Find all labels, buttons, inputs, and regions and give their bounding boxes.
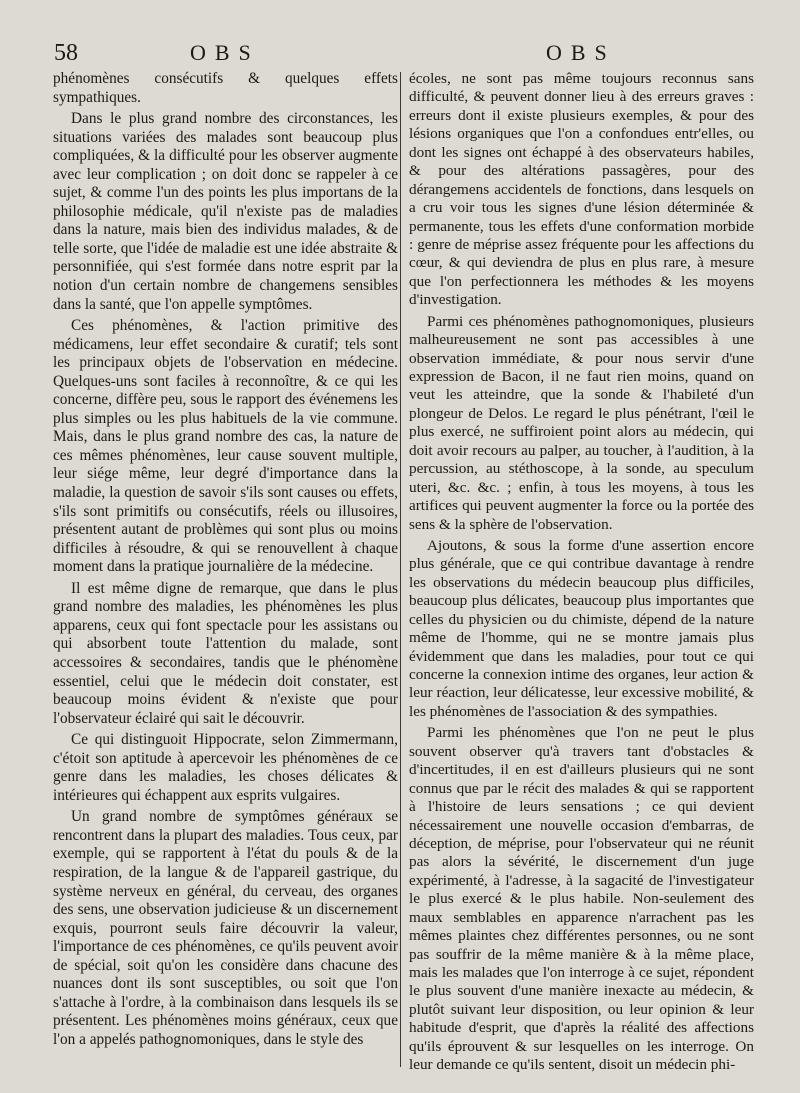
paragraph: Ce qui distinguoit Hippocrate, selon Zimmermann, c'étoit son aptitude à apercevoir les phénomènes de ce genre dans les maladies, les choses délicates & intérieures qui échappent aux esprits vulgaires. bbox=[53, 731, 398, 804]
left-column bbox=[53, 70, 398, 1049]
right-column bbox=[409, 70, 754, 1075]
paragraph: Parmi ces phénomènes pathognomoniques, plusieurs malheureusement ne sont pas accessibles à une observation immédiate, & pour nous servir d'une expression de Bacon, il ne faut rien moins, quand on veut les atteindre, que la sonde & l'habileté d'un plongeur de Delos. Le regard le plus pénétrant, l'œil le plus exercé, ne suffiroient point alors au médecin, qui doit avoir recours au palper, au toucher, à l'audition, à la percussion, au stéthoscope, à la sonde, au speculum uteri, &c. &c. ; enfin, à tous les moyens, à tous les artifices qui peuvent augmenter la force ou la portée des sens & la sphère de l'observation. bbox=[409, 312, 754, 533]
page-number: 58 bbox=[54, 40, 78, 66]
paragraph: Un grand nombre de symptômes généraux se rencontrent dans la plupart des maladies. Tous ceux, par exemple, qui se rapportent à l'état du pouls & de la respiration, de la langue & de l'appareil gastrique, du système nerveux en général, du cerveau, des organes des sens, une observation judicieuse & un discernement exquis, pourront seuls faire découvrir la valeur, l'importance de ces phénomènes, ce qu'ils peuvent avoir de spécial, soit qu'on les considère dans chacune des nuances dont ils sont susceptibles, ou soit que l'on s'attache à l'ordre, à la combinaison dans lesquels ils se présentent. Les phénomènes moins généraux, ceux que l'on a appelés pathognomoniques, dans le style des bbox=[53, 808, 398, 1048]
paragraph: Ajoutons, & sous la forme d'une assertion encore plus générale, que ce qui contribue davantage à rendre les observations du médecin beaucoup plus difficiles, beaucoup plus délicates, beaucoup plus importantes que celles du physicien ou du chimiste, dépend de la nature même de l'homme, qui ne se montre jamais plus évidemment que dans les maladies, pour tout ce qui concerne la connexion intime des organes, leur action & leur réaction, leur délicatesse, leur excessive mobilité, & les phénomènes de l'association & des sympathies. bbox=[409, 536, 754, 720]
paragraph: Parmi les phénomènes que l'on ne peut le plus souvent observer qu'à travers tant d'obstacles & d'incertitudes, il en est d'ailleurs plusieurs qui ne sont connus que par le récit des malades & qui se rapportent à l'histoire de leurs sensations ; ce qui devient nécessairement une nouvelle occasion d'embarras, de déception, de méprise, pour l'observateur qui ne réunit pas alors la sévérité, le discernement d'un juge expérimenté, à l'adresse, à la sagacité de l'investigateur le plus exercé & le plus habile. Non-seulement des maux semblables en apparence n'arrachent pas les mêmes plaintes chez différentes personnes, ou ne sont pas souffrir de la même manière & à la même place, mais les malades que l'on interroge à ce sujet, répondent le plus souvent d'une manière inexacte au médecin, & plutôt suivant leur disposition, ou leur opinion & leur habitude d'esprit, que d'après la réalité des affections qu'ils éprouvent & sur lesquelles on les interroge. On leur demande ce qu'ils sentent, disoit un médecin phi- bbox=[409, 724, 754, 1074]
paragraph: Dans le plus grand nombre des circonstances, les situations variées des malades sont beaucoup plus compliquées, & la difficulté pour les observer augmente avec leur complication ; on doit donc se rappeler à ce sujet, & comme l'un des points les plus importans de la philosophie médicale, qu'il n'existe pas de maladies dans la nature, mais bien des individus malades, & de telle sorte, que l'idée de maladie est une idée abstraite & personnifiée, qui s'est formée dans notre esprit par la notion d'un certain nombre de changemens sensibles dans la santé, que l'on appelle symptômes. bbox=[53, 110, 398, 313]
paragraph: phénomènes consécutifs & quelques effets sympathiques. bbox=[53, 70, 398, 106]
running-head-right: OBS bbox=[546, 40, 616, 65]
paragraph: Ces phénomènes, & l'action primitive des médicamens, leur effet secondaire & curatif; tels sont les principaux objets de l'observation en médecine. Quelques-uns sont faciles à reconnoître, & ce qui les concerne, diffère peu, sous le rapport des événemens les plus simples ou les plus habituels de la vie commune. Mais, dans le plus grand nombre des cas, la nature de ces mêmes phénomènes, leur cause souvent multiple, leur siége même, leur degré d'importance dans la maladie, la question de savoir s'ils sont causes ou effets, s'ils sont primitifs ou consécutifs, réels ou illusoires, présentent autant de problèmes qui sont plus ou moins difficiles à résoudre, & qui se renouvellent à chaque moment dans la pratique journalière de la médecine. bbox=[53, 317, 398, 576]
running-head-left: OBS bbox=[190, 40, 260, 65]
paragraph: Il est même digne de remarque, que dans le plus grand nombre des maladies, les phénomènes les plus apparens, ceux qui font spectacle pour les assistans ou qui absorbent toute l'attention du malade, sont accessoires & secondaires, tandis que le phénomène essentiel, celui que le médecin doit constater, est beaucoup moins évident & n'existe que pour l'observateur éclairé qui sait le découvrir. bbox=[53, 579, 398, 727]
paragraph: écoles, ne sont pas même toujours reconnus sans difficulté, & peuvent donner lieu à des erreurs graves : erreurs dont il existe plusieurs exemples, & pour des lésions organiques que l'on a confondues entr'elles, ou dont les signes ont échappé à des observateurs habiles, & pour des altérations passagères, pour des dérangemens accidentels de fonctions, dans lesquels on a cru voir tous les signes d'une lésion déterminée & permanente, tous les effets d'une conformation morbide : genre de méprise assez fréquente pour les affections du cœur, & qui deviendra de plus en plus rare, à mesure que l'on perfectionnera les méthodes & les moyens d'investigation. bbox=[409, 70, 754, 309]
column-divider bbox=[400, 72, 401, 1067]
page-header bbox=[0, 40, 800, 68]
